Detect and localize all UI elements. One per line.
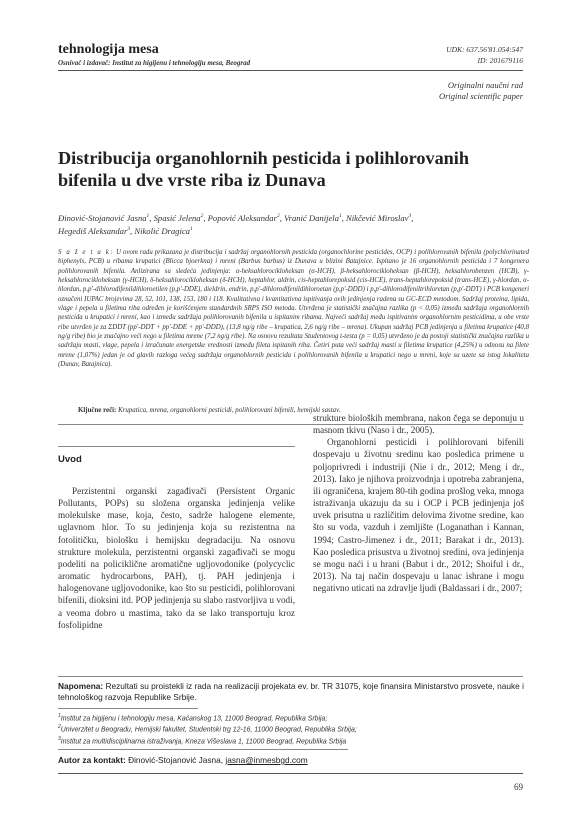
page-number: 69 <box>514 782 523 792</box>
author-list <box>58 211 528 237</box>
affiliation-item <box>58 712 528 723</box>
author-line-1: Đinović-Stojanović Jasna$^1$, Spasić Jelena$^2$, Popović Aleksandar$^2$, Vranić Danijela$^1$, Nikčević Miroslav$^3$, <box>58 212 414 223</box>
paper-title: Distribucija organohlornih pesticida i polihlorovanih bifenila u dve vrste riba iz Dunava <box>58 148 469 190</box>
journal-name: tehnologija mesa <box>58 42 159 57</box>
note-text: Rezultati su proistekli iz rada na realizaciji projekata ev. br. TR 31075, koje finansira Ministarstvo prosvete, nauke i tehnološkog razvoja Republike Srbije. <box>58 681 524 702</box>
contact-label: Autor za kontakt: <box>58 755 126 765</box>
body-paragraph: Organohlorni pesticidi i polihlorovani bifenili dospevaju u životnu sredinu kao posledica primene u poljoprivredi i industriji (Nie i dr., 2012; Meng i dr., 2013). Iako je njihova proizvodnja i upotreba zabranjena, ili ograničena, krajem 80-tih godina prošlog veka, mnoga istraživanja ukazuju da su i OCP i PCB jedinjenja još uvek prisutna u različitim delovima životne sredine, kao što su voda, vazduh i zemljište (Loganathan i Kannan, 1994; Castro-Jimenez i dr., 2011; Barakat i dr., 2013). Kao posledica prisustva u životnoj sredini, ova jedinjenja se mogu naći i u hrani (Babut i dr., 2012; Shoiful i dr., 2013). Na taj način dospevaju u lanac ishrane i mogu negativno uticati na zdravlje ljudi (Baldassari i dr., 2007; <box>313 437 524 594</box>
affiliation-mark: 2 <box>58 724 61 731</box>
publisher-line: Osnivač i izdavač: Institut za higijenu i tehnologiju mesa, Beograd <box>58 59 251 67</box>
author-line-2: Hegediš Aleksandar$^3$, Nikolić Dragica$^1$ <box>58 225 193 236</box>
affiliation-text: Institut za higijenu i tehnologiju mesa, Kaćanskog 13, 11000 Beograd, Republika Srbija; <box>60 715 328 723</box>
abstract-label: S a ž e t a k: <box>58 249 115 256</box>
funding-note <box>58 681 533 703</box>
paper-type-sr: Originalni naučni rad <box>447 80 523 90</box>
affiliation-rule <box>58 708 198 709</box>
author-name: Hegediš Aleksandar <box>58 225 128 236</box>
author-name: Đinović-Stojanović Jasna <box>58 212 147 223</box>
keywords-label: Ključne reči: <box>78 407 117 414</box>
author-affiliation-mark: 1 <box>189 225 193 232</box>
body-paragraph: strukture bioloških membrana, nakon čega se deponuju u masnom tkivu (Naso i dr., 2005). <box>313 413 524 436</box>
affiliation-item <box>58 723 528 734</box>
author-name: Nikčević Miroslav <box>346 212 409 223</box>
affiliations <box>58 712 528 746</box>
udk-code: UDK: 637.56'81.054:547 <box>446 45 523 54</box>
author-affiliation-mark: 2 <box>200 213 204 219</box>
article-id: ID: 201679116 <box>477 56 523 65</box>
contact-author <box>58 755 308 765</box>
author-affiliation-mark: 3 <box>127 225 131 232</box>
affiliation-text: Institut za multidisciplinarna istraživanja, Kneza Višeslava 1, 11000 Beograd, Republika Srbija <box>60 737 347 745</box>
author-affiliation-mark: 1 <box>338 213 342 219</box>
body-column-left <box>58 485 295 631</box>
body-paragraph: Perzistentni organski zagađivači (Persistent Organic Pollutants, POPs) su složena organska jedinjenja velike molekulske mase, koja, često, sadrže halogene elemente, uglavnom hlor. To su jedinjenja koja su rezistentna na fotolitičku, biološku i hemijsku degradaciju. Na osnovu strukture molekula, perzistentni organski zagađivači se mogu podeliti na policiklične aromatične ugljovodonike (polycyclic aromatic hydrocarbons, PAH), tj. PAH jedinjenja i halogenovane ugljovodonike, kao što su pesticidi, polihlorovani bifenili, dioksini itd. POP jedinjenja su slabo rastvorljiva u vodi, a veoma dobro u mastima, tako da se lako transportuju kroz fosfolipidne <box>58 486 295 630</box>
affiliation-text: Univerzitet u Beogradu, Hemijski fakultet, Studentski trg 12-16, 11000 Beograd, Republika Srbija; <box>60 726 357 734</box>
note-label: Napomena: <box>58 681 104 691</box>
author-affiliation-mark: 3 <box>408 213 412 219</box>
abstract <box>58 248 529 369</box>
contact-name: Đinović-Stojanović Jasna, <box>128 755 224 765</box>
author-name: Vranić Danijela <box>284 212 339 223</box>
affiliation-mark: 1 <box>58 713 61 719</box>
body-column-right <box>313 412 524 594</box>
abstract-text: U ovom radu prikazana je distribucija i sadržaj organohlornih pesticida (organochlorine pesticides, OCP) i polihlorovanih bifenila (polychlorinated biphenyls, PCB) u ribama krupatici (Blicca bjoerkna) i mreni (Barbus barbus) iz Dunava u blizini Batajnice. Ispitano je 16 organohlornih pesticida i 7 kongenera polihlorovanih bifenila. Anlizirana su sledeća jedinjenja: α-heksahlorocikloheksan (α-HCH), β-heksahlorocikloheksan (β-HCH), heksahlorobenzen (HCB), γ-heksahlorocikloheksan (γ-HCH), δ-heksahlorocikloheksan (δ-HCH), heptahlor, aldrin, cis-heptahlorepoksid (cis-HCE), trans-heptahlorepoksid (trans-HCE), γ-hlordan, α-hlordan, p,p'-dihlorodifenildihloroetilen (p,p'-DDE), dieldrin, endrin, p,p'-dihlorodifenildihloroetan (p,p'-DDD) i p,p'-dihlorodifeniltrihloretan (p,p'-DDT) i PCB kongeneri označeni IUPAC brojevima 28, 52, 101, 138, 153, 180 i 118. Kvalitativna i kvantitativna ispitivanja ovih jedinjenja radena su GC-ECD metodom. Sadržaj proteina, lipida, vlage i pepela u filetima riba određen je korišćenjem standardnih SRPS ISO metoda. Utvrđena je statistički značajna razlika (p < 0,05) između sadržaja organohlornih pesticida u krupatici i mreni, kao i između sadržaja polihlorovanih bifenila u ispitanim ribama. Najveći sadržaj među ispitivanim organohlornim pesticidima, u obe vrste ribe utvrđen je za ΣDDT (pp'-DDT + pp'-DDE + pp'-DDD), (13,8 ng/g ribe – krupatica, 2,6 ng/g ribe – mrena). Ukupan sadržaj PCB jedinjenja u filetima krupatice (40,8 ng/g ribe) bio je značajno veći nego u filetima mrene (7,2 ng/g ribe). Na osnovu rezultata Studentovog t-testa (p = 0,05) utvrđeno je da postoji statistički značajna razlika u sadržaju masti, vlage, pepela i izračunate energetske vrednosti između fileta ispitanih riba. Četiri puta veći sadržaj masti u filetima krupatice (4,25%) u odnosu na filete mrene (1,07%) jedan je od glavih razloga većeg sadržaja organohlornih pesticida i polihlorovanih bifenila u krupatici nego u mreni, koje su uzete sa istog lokaliteta (Dunav, Batajnica). <box>58 249 530 369</box>
uvod-rule <box>58 446 295 447</box>
paper-type <box>439 80 523 102</box>
header-rule <box>58 70 523 71</box>
author-name: Popović Aleksandar <box>207 212 277 223</box>
affiliation-mark: 3 <box>58 735 61 742</box>
affiliation-item <box>58 735 528 746</box>
author-affiliation-mark: 2 <box>276 213 280 219</box>
contact-email[interactable]: jasna@inmesbgd.com <box>225 755 308 765</box>
keywords-text: Krupatica, mrena, organohlorni pesticidi, polihlorovani bifenili, hemijski sastav. <box>118 407 341 414</box>
author-affiliation-mark: 1 <box>146 213 150 219</box>
author-name: Spasić Jelena <box>153 212 201 223</box>
section-heading: Uvod <box>58 454 82 465</box>
paper-type-en: Original scientific paper <box>438 91 523 101</box>
udk-block <box>446 44 523 66</box>
author-name: Nikolić Dragica <box>134 225 190 236</box>
note-rule <box>58 676 523 677</box>
contact-rule <box>58 749 348 750</box>
footer-rule <box>58 773 523 774</box>
